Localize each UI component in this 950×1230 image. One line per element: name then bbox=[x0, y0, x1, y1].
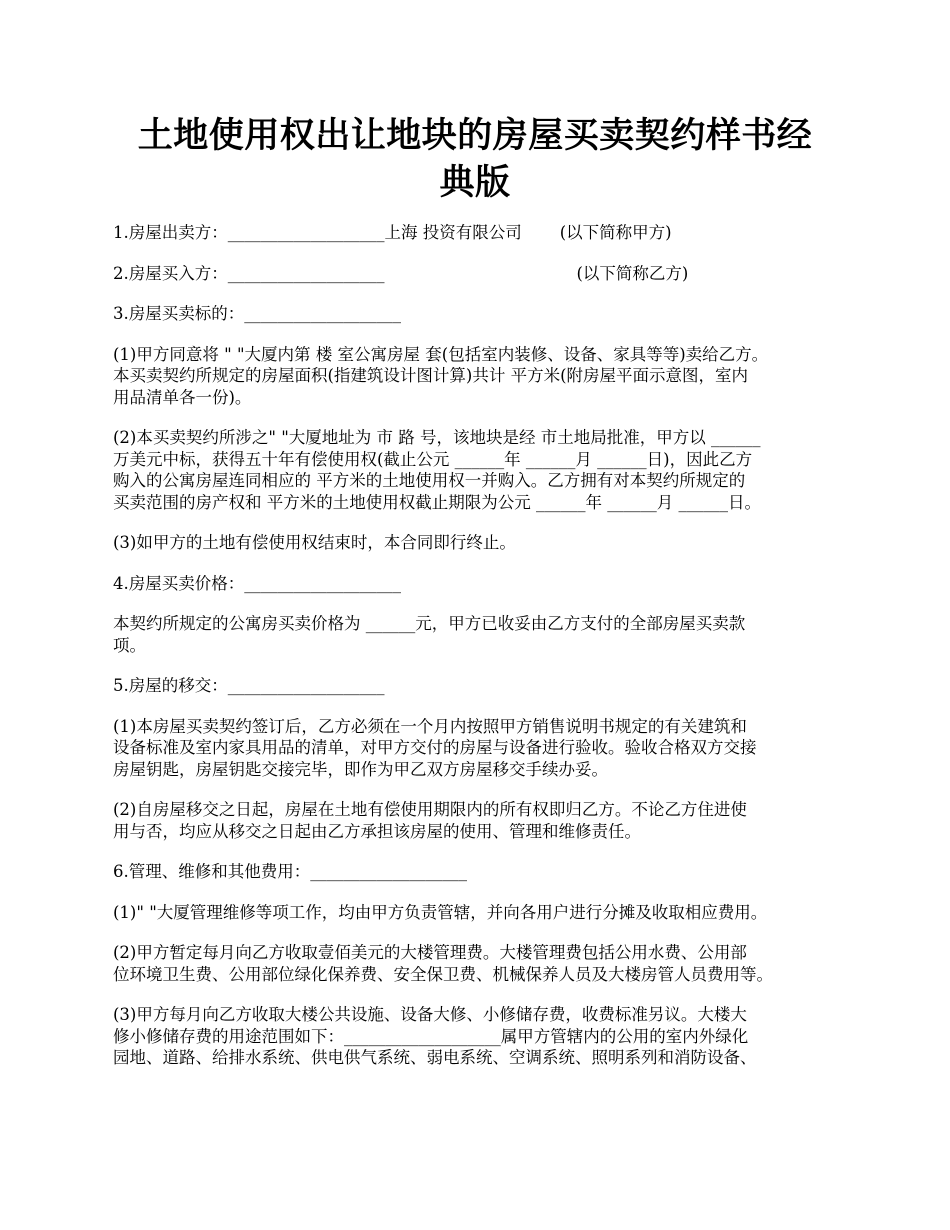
paragraph-line: (1)" "大厦管理维修等项工作，均由甲方负责管辖，并向各用户进行分摊及收取相应费用。 bbox=[113, 902, 768, 922]
clause-handover bbox=[113, 675, 848, 697]
paragraph bbox=[113, 902, 848, 924]
paragraph-line: 本契约所规定的公寓房买卖价格为 ______元，甲方已收妥由乙方支付的全部房屋买卖款 bbox=[113, 614, 746, 633]
paragraph-line: (2)甲方暂定每月向乙方收取壹佰美元的大楼管理费。大楼管理费包括公用水费、公用部 bbox=[113, 943, 747, 962]
paragraph-line: 3.房屋买卖标的：___________________ bbox=[113, 304, 401, 323]
clause-management bbox=[113, 861, 848, 883]
paragraph bbox=[113, 427, 848, 513]
paragraph-line: 本买卖契约所规定的房屋面积(指建筑设计图计算)共计 平方米(附房屋平面示意图，室内 bbox=[113, 366, 749, 385]
paragraph bbox=[113, 344, 848, 409]
paragraph-line: 买卖范围的房产权和 平方米的土地使用权截止期限为公元 ______年 ______月 ______日。 bbox=[113, 492, 761, 512]
paragraph-line: 5.房屋的移交：___________________ bbox=[113, 676, 385, 695]
paragraph-line: 6.管理、维修和其他费用：___________________ bbox=[113, 862, 467, 881]
paragraph-line: 设备标准及室内家具用品的清单，对甲方交付的房屋与设备进行验收。验收合格双方交接 bbox=[113, 738, 757, 757]
seller-abbrev: (以下简称甲方) bbox=[559, 223, 672, 242]
paragraph bbox=[113, 613, 848, 656]
paragraph-line: (3)甲方每月向乙方收取大楼公共设施、设备大修、小修储存费，收费标准另议。大楼大 bbox=[113, 1005, 747, 1024]
clause-buyer bbox=[113, 263, 848, 285]
paragraph-line: 修小修储存费的用途范围如下：___________________属甲方管辖内的公用的室内外绿化 bbox=[113, 1026, 749, 1046]
paragraph-line: 购入的公寓房屋连同相应的 平方米的土地使用权一并购入。乙方拥有对本契约所规定的 bbox=[113, 471, 746, 490]
paragraph-line: 位环境卫生费、公用部位绿化保养费、安全保卫费、机械保养人员及大楼房管人员费用等。 bbox=[113, 964, 773, 984]
paragraph-line: 用与否，均应从移交之日起由乙方承担该房屋的使用、管理和维修责任。 bbox=[113, 821, 641, 841]
paragraph bbox=[113, 716, 848, 781]
paragraph-line: 房屋钥匙，房屋钥匙交接完毕，即作为甲乙双方房屋移交手续办妥。 bbox=[113, 759, 608, 779]
paragraph-line: (3)如甲方的土地有偿使用权结束时，本合同即行终止。 bbox=[113, 533, 516, 552]
paragraph bbox=[113, 532, 848, 554]
seller-line: 1.房屋出卖方：___________________上海 投资有限公司 bbox=[113, 223, 522, 242]
paragraph-line: 园地、道路、给排水系统、供电供气系统、弱电系统、空调系统、照明系列和消防设备、 bbox=[113, 1048, 757, 1067]
document-title bbox=[100, 112, 850, 206]
paragraph bbox=[113, 942, 848, 985]
clause-subject bbox=[113, 303, 848, 325]
paragraph bbox=[113, 799, 848, 842]
buyer-abbrev: (以下简称乙方) bbox=[576, 263, 689, 283]
title-line: 土地使用权出让地块的房屋买卖契约样书经 bbox=[137, 115, 813, 156]
paragraph-line: (2)自房屋移交之日起，房屋在土地有偿使用期限内的所有权即归乙方。不论乙方住进使 bbox=[113, 800, 747, 819]
paragraph-line: (1)本房屋买卖契约签订后，乙方必须在一个月内按照甲方销售说明书规定的有关建筑和 bbox=[113, 716, 747, 736]
paragraph-line: 万美元中标，获得五十年有偿使用权(截止公元 ______年 ______月 ______日)，因此乙方 bbox=[113, 449, 753, 469]
clause-seller bbox=[113, 222, 848, 244]
paragraph-line: (1)甲方同意将 " "大厦内第 楼 室公寓房屋 套(包括室内装修、设备、家具等等)卖给乙方。 bbox=[113, 344, 769, 364]
buyer-line: 2.房屋买入方：___________________ bbox=[113, 263, 385, 283]
paragraph-line: 4.房屋买卖价格：___________________ bbox=[113, 573, 401, 593]
paragraph-line: (2)本买卖契约所涉之" "大厦地址为 市 路 号，该地块是经 市土地局批准，甲方以 ______ bbox=[113, 428, 761, 447]
title-line: 典版 bbox=[439, 162, 511, 203]
paragraph bbox=[113, 1004, 848, 1069]
document-body bbox=[113, 222, 848, 1088]
paragraph-line: 项。 bbox=[113, 635, 146, 655]
clause-price bbox=[113, 573, 848, 595]
paragraph-line: 用品清单各一份)。 bbox=[113, 387, 252, 407]
